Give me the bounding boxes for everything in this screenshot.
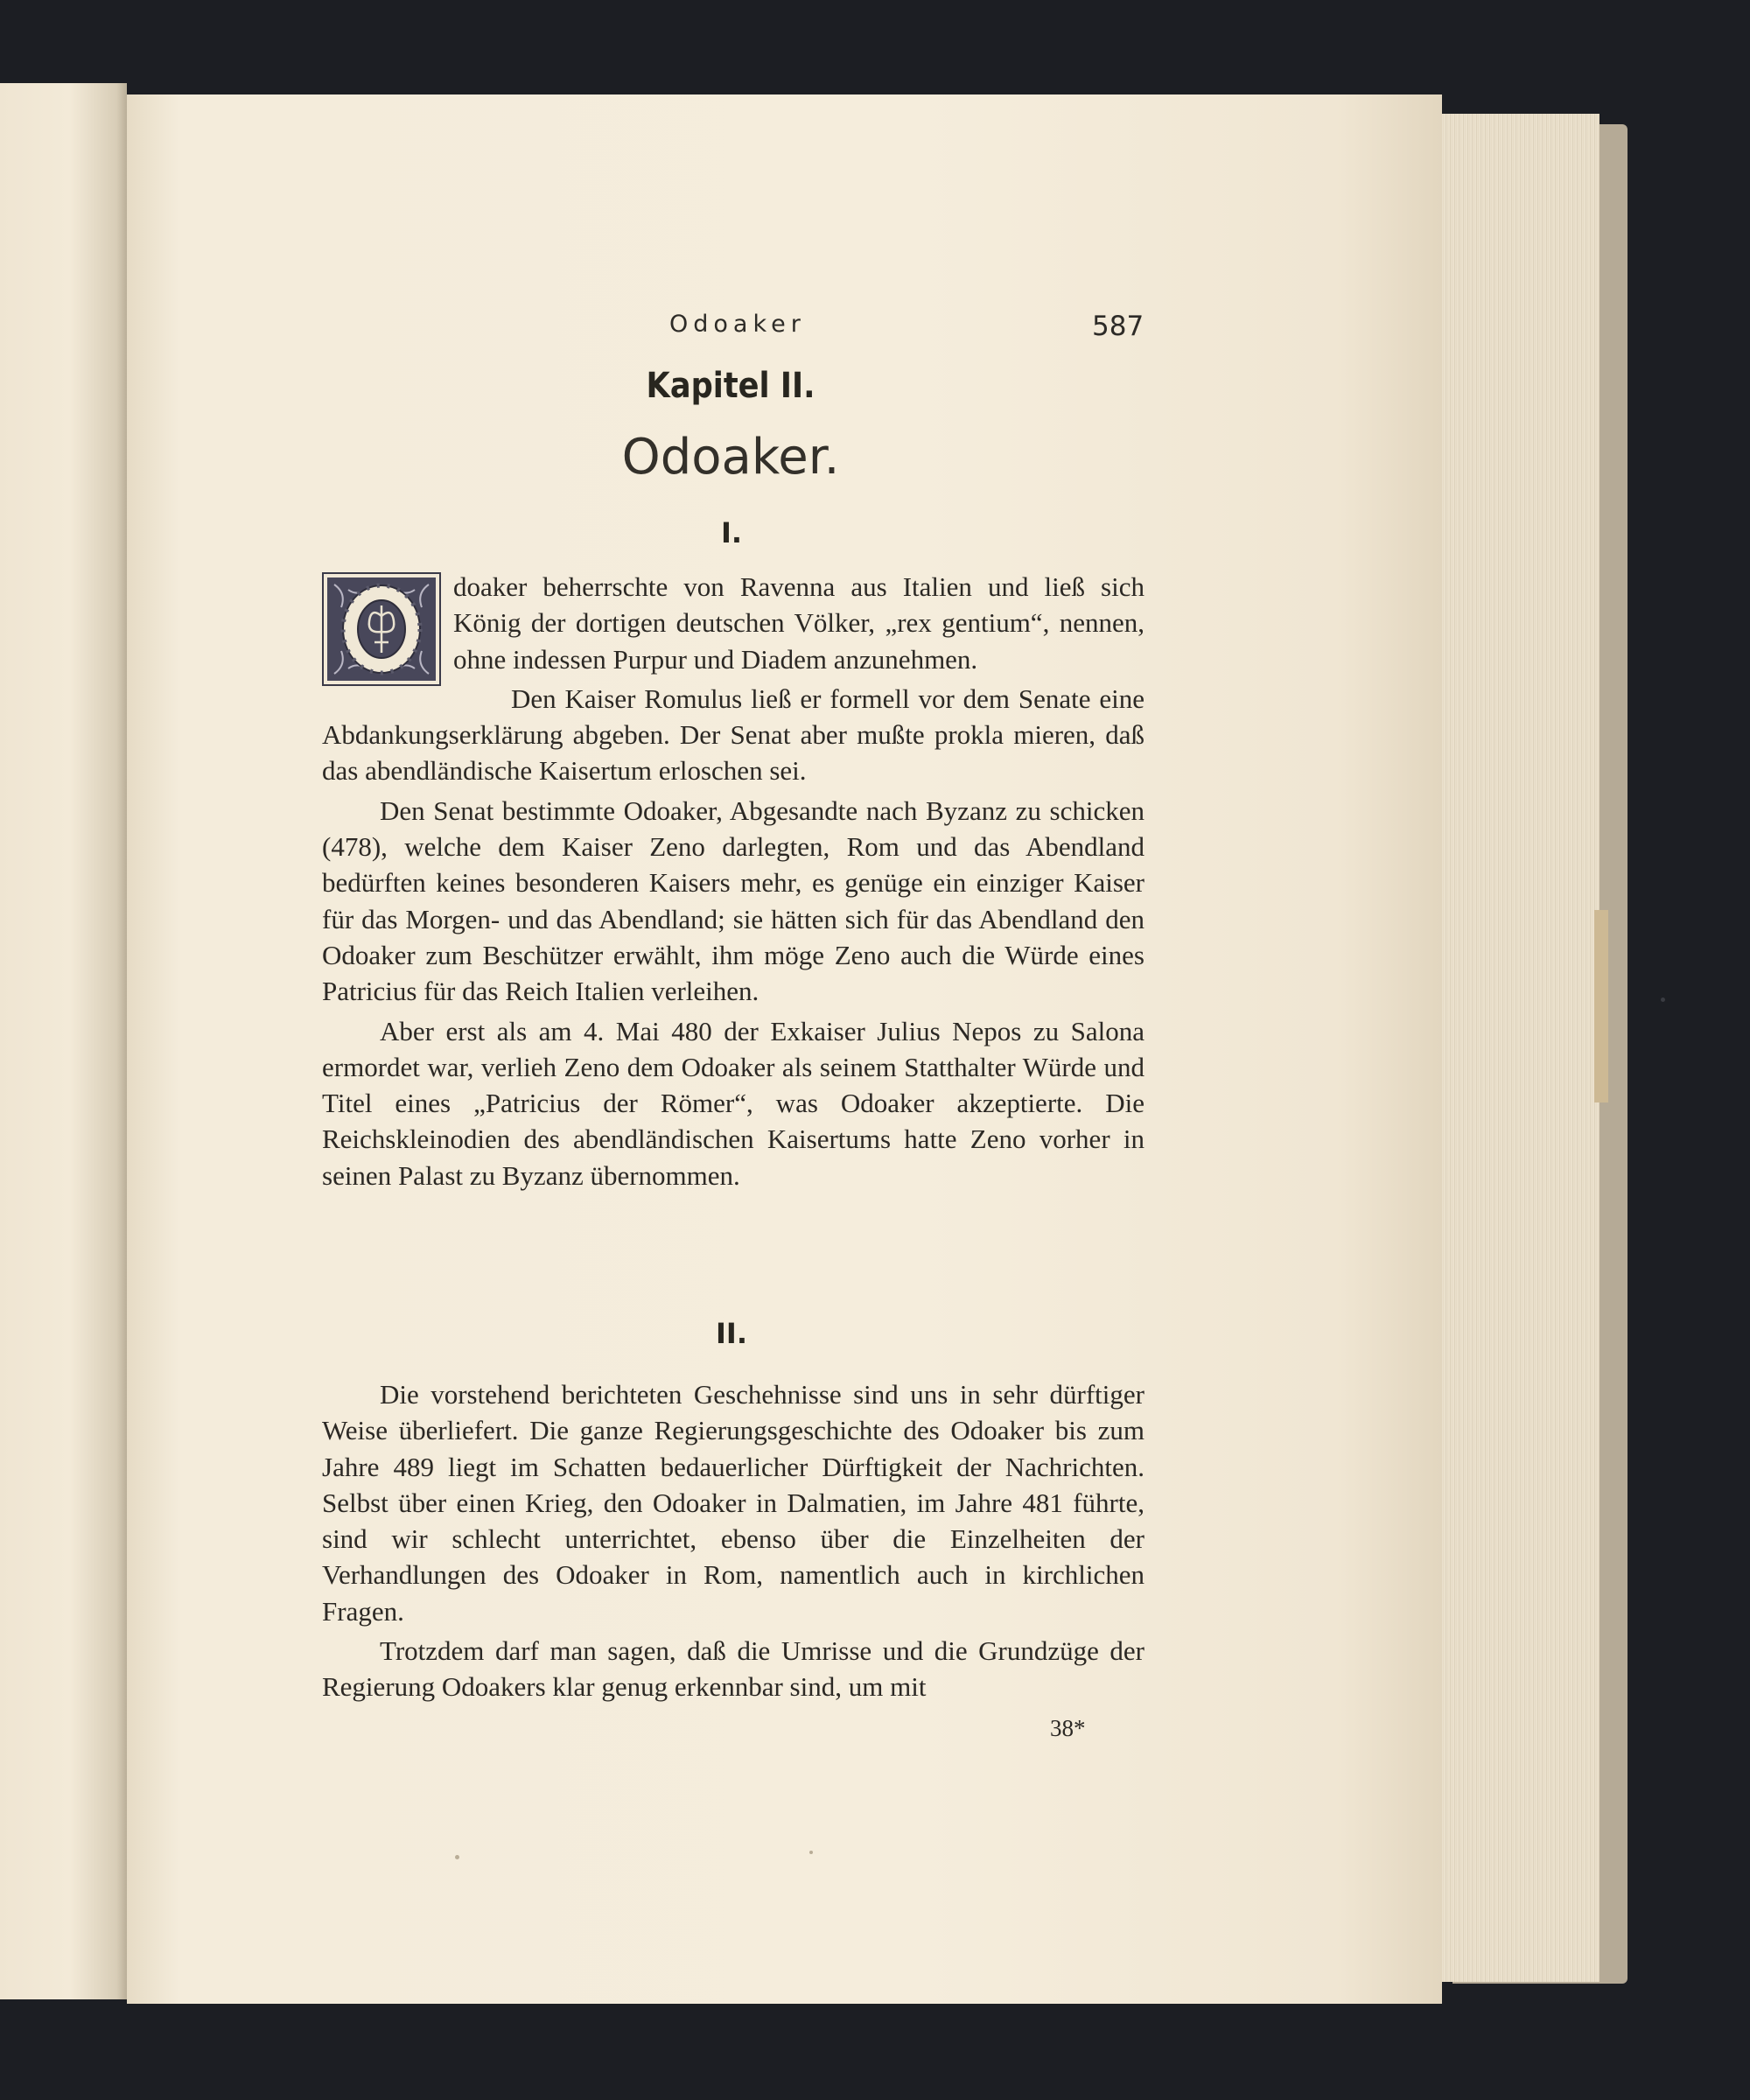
section-1-body <box>322 569 1144 1194</box>
section-number-2: II. <box>716 1317 747 1350</box>
bookmark-tab <box>1594 910 1608 1102</box>
paragraph: Aber erst als am 4. Mai 480 der Exkaiser Julius Nepos zu Salona ermordet war, verlieh Zeno dem Odoaker als seinem Statthalter Würde und Titel eines „Patricius der Römer“, was Odoaker akzeptierte. Die Reichskleinodien des abendländischen Kaisertums hatte Zeno vorher in seinen Palast zu Byzanz übernommen. <box>322 1015 1144 1191</box>
paragraph: Den Senat bestimmte Odoaker, Abgesandte nach Byzanz zu schicken (478), welche dem Kaiser Zeno darlegten, Rom und das Abendland bedürften keines besonderen Kaisers mehr, es genüge ein einziger Kaiser für das Morgen- und das Abendland; sie hätten sich für das Abendland den Odoaker zum Beschützer erwählt, ihm möge Zeno auch die Würde eines Patricius für das Reich Italien verleihen. <box>322 794 1144 1007</box>
page-fore-edge <box>1442 114 1600 1982</box>
paragraph <box>322 569 1144 677</box>
paragraph: Den Kaiser Romulus ließ er formell vor dem Senate eine Abdankungserklärung abgeben. Der Senat aber mußte prokla mieren, daß das abendländische Kaisertum erloschen sei. <box>322 682 1144 787</box>
paragraph: Die vorstehend berichteten Geschehnisse sind uns in sehr dürftiger Weise überliefert. Die ganze Regierungsgeschichte des Odoaker bis zum Jahre 489 liegt im Schatten bedauerlicher Dürftigkeit der Nachrichten. Selbst über einen Krieg, den Odoaker in Dalmatien, im Jahre 481 führte, sind wir schlecht unterrichtet, ebenso über die Einzelheiten der Verhandlungen des Odoaker in Rom, namentlich auch in kirchlichen Fragen. <box>322 1379 1144 1627</box>
background-speck <box>1661 998 1665 1002</box>
section-2-body <box>322 1376 1144 1705</box>
chapter-title: Odoaker. <box>621 429 840 486</box>
running-head: Odoaker <box>669 311 806 338</box>
section-number-1: I. <box>720 516 743 550</box>
ornamental-initial <box>322 572 441 686</box>
signature-mark: 38* <box>1050 1715 1086 1741</box>
ornamental-initial-o-icon <box>322 572 441 686</box>
paper-speck <box>455 1855 459 1859</box>
chapter-label: Kapitel II. <box>646 366 816 406</box>
paper-speck <box>809 1851 813 1854</box>
page-number: 587 <box>1092 311 1144 342</box>
paragraph: Trotzdem darf man sagen, daß die Umrisse und die Grundzüge der Regierung Odoakers klar genug erkennbar sind, um mit <box>322 1635 1144 1703</box>
paragraph-text: doaker beherrschte von Ravenna aus Italien und ließ sich König der dortigen deutschen Völker, „rex gentium“, nennen, ohne indessen Purpur und Diadem anzunehmen. <box>453 571 1144 675</box>
